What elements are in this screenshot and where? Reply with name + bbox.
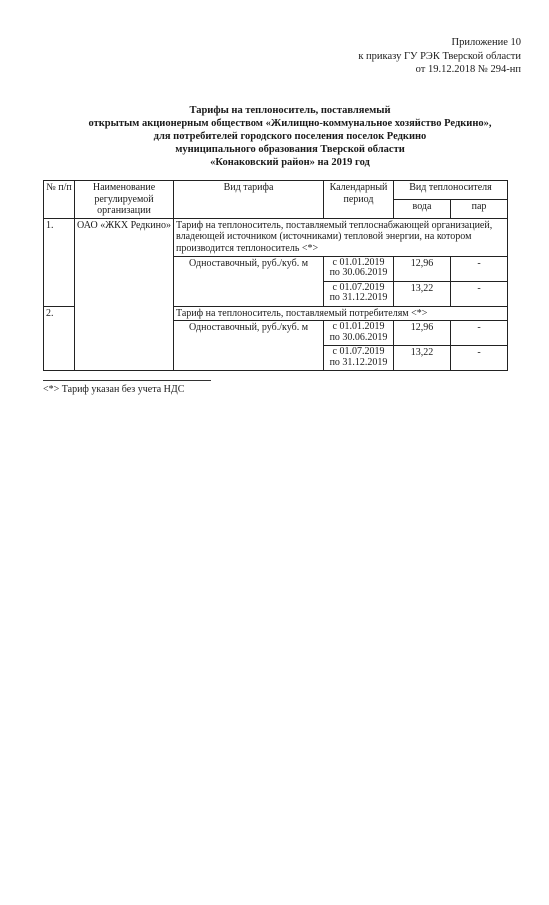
- period-from: с 01.01.2019: [332, 256, 385, 268]
- header-period: Календарный период: [324, 181, 394, 219]
- annex-line: от 19.12.2018 № 294-нп: [415, 64, 521, 75]
- title-line: для потребителей городского поселения поселок Редкино: [153, 131, 427, 142]
- steam-tariff-value: -: [451, 281, 508, 306]
- period-to: по 30.06.2019: [329, 331, 388, 343]
- period-cell: [324, 346, 394, 371]
- water-tariff-value: 12,96: [394, 256, 451, 281]
- organization-name: ОАО «ЖКХ Редкино»: [75, 218, 174, 371]
- water-tariff-value: 13,22: [394, 281, 451, 306]
- annex-line: Приложение 10: [451, 37, 521, 48]
- footnote-separator: [43, 380, 211, 381]
- annex-line: к приказу ГУ РЭК Тверской области: [358, 50, 521, 62]
- tariff-table: [43, 180, 508, 371]
- title-line: муниципального образования Тверской области: [175, 144, 405, 155]
- table-header-row: [44, 181, 508, 200]
- header-organization: Наименование регулируемой организации: [75, 181, 174, 219]
- title-line: «Конаковский район» на 2019 год: [210, 157, 370, 168]
- tariff-type-cell: Одноставочный, руб./куб. м: [174, 256, 324, 306]
- period-from: с 01.07.2019: [332, 346, 385, 357]
- title-line: открытым акционерным обществом «Жилищно-коммунальное хозяйство Редкино»,: [88, 118, 492, 129]
- header-tariff-type: Вид тарифа: [174, 181, 324, 219]
- annex-reference: [358, 36, 521, 77]
- period-cell: [324, 321, 394, 346]
- period-cell: [324, 256, 394, 281]
- row-number: 2.: [44, 306, 75, 371]
- header-water: вода: [394, 199, 451, 218]
- header-number: № п/п: [44, 181, 75, 219]
- steam-tariff-value: -: [451, 256, 508, 281]
- steam-tariff-value: -: [451, 321, 508, 346]
- period-cell: [324, 281, 394, 306]
- tariff-description: Тариф на теплоноситель, поставляемый теплоснабжающей организацией, владеющей источником (источниками) тепловой энергии, на котором производится теплоноситель <*>: [174, 218, 508, 256]
- tariff-type-cell: Одноставочный, руб./куб. м: [174, 321, 324, 371]
- period-to: по 31.12.2019: [329, 292, 388, 303]
- title-line: Тарифы на теплоноситель, поставляемый: [189, 105, 391, 116]
- steam-tariff-value: -: [451, 346, 508, 371]
- period-to: по 30.06.2019: [329, 267, 388, 278]
- table-row: [44, 218, 508, 256]
- water-tariff-value: 12,96: [394, 321, 451, 346]
- document-title: [50, 104, 530, 169]
- footnote: <*> Тариф указан без учета НДС: [43, 384, 185, 395]
- water-tariff-value: 13,22: [394, 346, 451, 371]
- period-from: с 01.01.2019: [332, 321, 385, 332]
- period-to: по 31.12.2019: [329, 356, 388, 368]
- header-carrier-type: Вид теплоносителя: [394, 181, 508, 200]
- header-steam: пар: [451, 199, 508, 218]
- row-number: 1.: [44, 218, 75, 306]
- tariff-description: Тариф на теплоноситель, поставляемый потребителям <*>: [174, 306, 508, 321]
- period-from: с 01.07.2019: [332, 281, 385, 293]
